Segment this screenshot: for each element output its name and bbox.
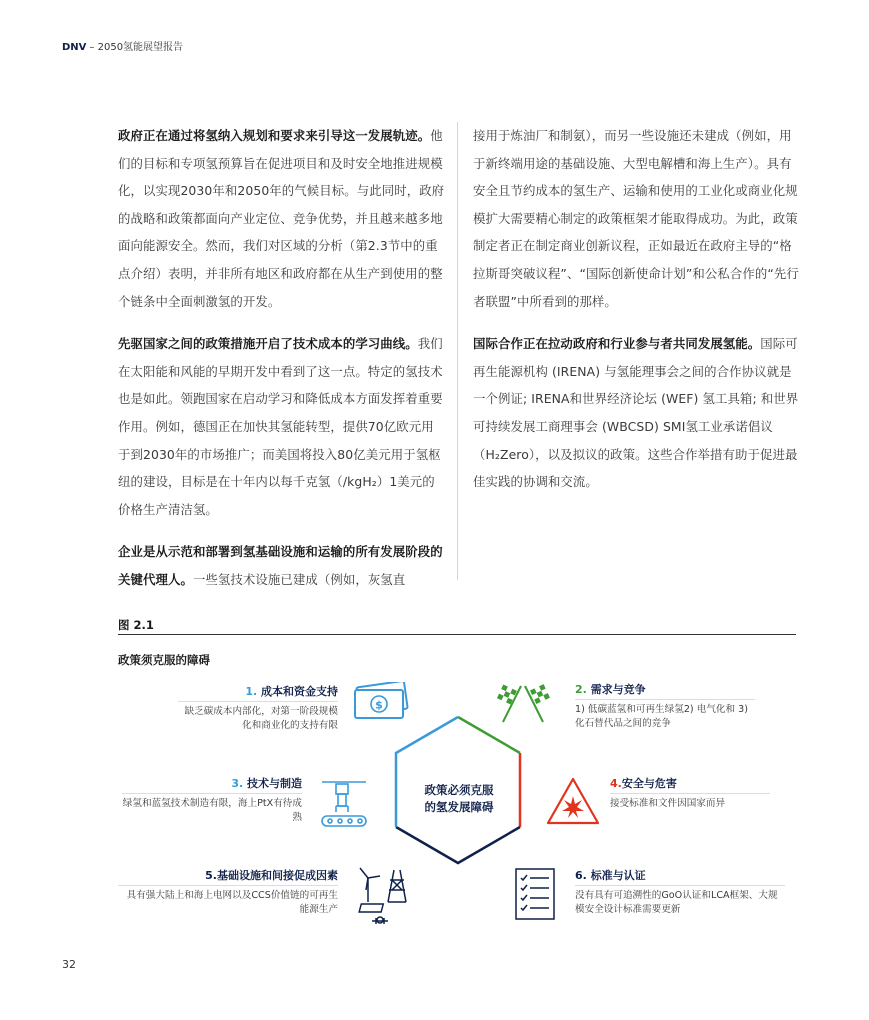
checklist-icon <box>513 866 557 922</box>
paragraph-3-body: 一些氢技术设施已建成（例如，灰氢直 <box>192 571 406 587</box>
svg-text:$: $ <box>375 698 383 712</box>
barrier-1-number: 1. <box>245 685 258 698</box>
barrier-2-title: 需求与竞争 <box>590 683 646 696</box>
paragraph-5-body: 国际可再生能源机构 (IRENA) 与氢能理事会之间的合作协议就是一个例证; IRENA和世界经济论坛 (WEF) 氢工具箱; 和世界可持续发展工商理事会 (WBCSD) SMI氢工业承诺倡议（H₂Zero），以及拟议的政策。这些合作举措有助于促进最佳实践的协调和交流。 <box>473 336 799 490</box>
page-header <box>62 38 183 53</box>
barrier-2-desc: 1) 低碳蓝氢和可再生绿氢2) 电气化和 3) 化石替代品之间的竞争 <box>575 704 749 729</box>
robot-arm-icon <box>318 776 370 832</box>
barrier-4-title: 安全与危害 <box>621 777 677 790</box>
paragraph-1 <box>118 122 446 315</box>
paragraph-3 <box>118 538 446 593</box>
paragraph-2-lead: 先驱国家之间的政策措施开启了技术成本的学习曲线。 <box>118 336 418 352</box>
hexagon-center-text: 政策必须克服的氢发展障碍 <box>424 783 494 814</box>
barrier-item-3 <box>122 776 302 825</box>
left-text-column <box>118 122 446 609</box>
paragraph-4-body: 接用于炼油厂和制氨），而另一些设施还未建成（例如，用于新终端用途的基础设施、大型电解槽和海上生产）。具有安全且节约成本的氢生产、运输和使用的工业化或商业化规模扩大需要精心制定的政策框架才能取得成功。为此，政策制定者正在制定商业创新议程，正如最近在政府主导的“格拉斯哥突破议程”、“国际创新使命计划”和公私合作的“先行者联盟”中所看到的那样。 <box>473 128 799 309</box>
barrier-6-desc: 没有具有可追溯性的GoO认证和LCA框架、大规模安全设计标准需要更新 <box>575 890 778 915</box>
barrier-1-title: 成本和资金支持 <box>261 685 338 698</box>
money-icon <box>352 682 410 722</box>
barrier-4-desc: 接受标准和文件因国家而异 <box>610 798 726 809</box>
paragraph-2 <box>118 330 446 523</box>
barrier-4-number: 4. <box>610 777 622 790</box>
figure-title: 政策须克服的障碍 <box>118 653 210 667</box>
barrier-item-1 <box>178 684 338 733</box>
paragraph-5 <box>473 330 803 496</box>
barrier-item-4 <box>610 776 770 811</box>
paragraph-2-body: 我们在太阳能和风能的早期开发中看到了这一点。特定的氢技术也是如此。领跑国家在启动学习和降低成本方面发挥着重要作用。例如，德国正在加快其氢能转型，提供70亿欧元用于到2030年的市场推广；而美国将投入80亿美元用于氢枢纽的建设，目标是在十年内以每千克氢（/kgH₂）1美元的价格生产清洁氢。 <box>118 336 443 517</box>
barrier-3-title: 技术与制造 <box>247 777 302 790</box>
report-title: – 2050氢能展望报告 <box>89 42 184 53</box>
barrier-6-title: 标准与认证 <box>590 869 646 882</box>
barrier-2-number: 2. <box>575 683 587 696</box>
barrier-5-desc: 具有强大陆上和海上电网以及CCS价值链的可再生能源生产 <box>126 890 338 915</box>
barrier-1-desc: 缺乏碳成本内部化，对第一阶段规模化和商业化的支持有限 <box>184 706 338 731</box>
paragraph-3-lead: 企业是从示范和部署到氢基础设施和运输的所有发展阶段的关键代理人。 <box>118 544 443 587</box>
figure-label: 图 2.1 <box>118 618 154 632</box>
paragraph-5-lead: 国际合作正在拉动政府和行业参与者共同发展氢能。 <box>473 336 761 352</box>
barrier-5-number: 5. <box>205 869 217 882</box>
paragraph-1-body: 他们的目标和专项氢预算旨在促进项目和及时安全地推进规模化，以实现2030年和2050年的气候目标。与此同时，政府的战略和政策都面向产业定位、竞争优势，并且越来越多地面向能源安全。然而，我们对区域的分析（第2.3节中的重点介绍）表明，并非所有地区和政府都在从生产到使用的整个链条中全面刺激氢的开发。 <box>118 128 445 309</box>
figure-rule <box>118 634 796 635</box>
column-divider <box>457 122 458 580</box>
barrier-3-desc: 绿氢和蓝氢技术制造有限，海上PtX有待成熟 <box>122 798 302 823</box>
right-text-column <box>473 122 803 511</box>
barrier-5-title: 基础设施和间接促成因素 <box>217 869 338 882</box>
energy-infrastructure-icon <box>354 864 420 928</box>
page-number: 32 <box>62 958 76 971</box>
paragraph-4 <box>473 122 803 315</box>
barrier-item-6 <box>575 868 785 917</box>
hazard-icon <box>545 776 601 826</box>
paragraph-1-lead: 政府正在通过将氢纳入规划和要求来引导这一发展轨迹。 <box>118 128 431 143</box>
brand-logo-text: DNV <box>62 42 87 53</box>
barrier-6-number: 6. <box>575 869 587 882</box>
checkered-flags-icon <box>493 682 553 724</box>
barrier-item-2 <box>575 682 755 731</box>
barrier-item-5 <box>118 868 338 917</box>
barrier-3-number: 3. <box>231 777 244 790</box>
